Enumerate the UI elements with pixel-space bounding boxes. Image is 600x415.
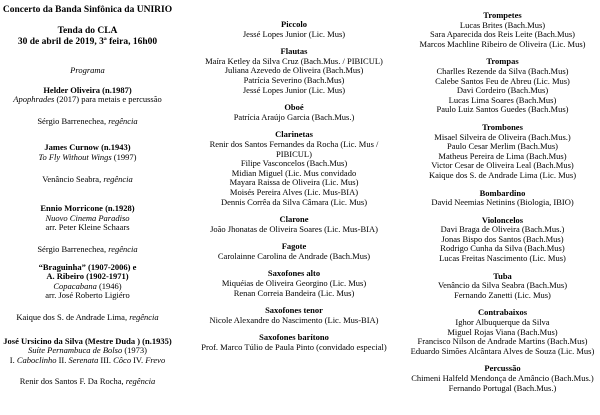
- work-title: Copacabana: [53, 280, 97, 291]
- page-title: Concerto da Banda Sinfônica da UNIRIO: [2, 5, 173, 15]
- conductor-name: Sérgio Barrenechea,: [37, 115, 107, 126]
- section-members: [405, 21, 600, 50]
- movement: [100, 355, 131, 365]
- section-members: [405, 225, 600, 263]
- section-members: [199, 279, 389, 298]
- section-clarinetas: [199, 130, 389, 207]
- section-piccolo: [199, 20, 389, 39]
- movement: [59, 355, 99, 365]
- section-saxofones-tenor: [199, 306, 389, 325]
- musician-line: Maíra Ketley da Silva Cruz (Bach.Mus. / PIBICUL): [205, 55, 383, 66]
- section-heading: Tuba: [493, 270, 512, 281]
- musician-line: Lucas Lima Soares (Bach.Mus): [448, 94, 557, 105]
- venue: Tenda do CLA: [57, 26, 118, 36]
- conductor-name: Venâncio Seabra,: [42, 173, 102, 184]
- musician-line: David Neemias Netinins (Biologia, IBIO): [431, 197, 574, 208]
- work-title: Apophrades: [13, 94, 55, 105]
- section-fagote: [199, 242, 389, 261]
- movement-title: Frevo: [145, 354, 166, 365]
- movements-line: [0, 356, 175, 366]
- conductor-line: [0, 377, 175, 387]
- musician-line: Jessé Lopes Junior (Lic. Mus): [242, 84, 346, 95]
- section-members: [199, 252, 389, 262]
- musician-line: Nicole Alexandre do Nascimento (Lic. Mus-BIA): [209, 314, 379, 325]
- movement-title: Côco: [113, 354, 132, 365]
- program-entry-3: [0, 204, 175, 254]
- conductor-name: Sérgio Barrenechea,: [37, 243, 107, 254]
- section-members: [199, 140, 389, 207]
- section-saxofones-alto: [199, 269, 389, 298]
- conductor-role: regência: [108, 243, 138, 254]
- musician-line: Paulo Cesar Merlim (Bach.Mus): [447, 141, 558, 152]
- musician-line: Paulo Luiz Santos Guedes (Bach.Mus): [436, 104, 569, 115]
- section-heading: Trompas: [486, 56, 519, 67]
- musician-line: Prof. Marco Túlio de Paula Pinto (convidado especial): [201, 342, 387, 353]
- section-contrabaixos: [405, 308, 600, 356]
- composer-name: Helder Oliveira (n.1987): [43, 84, 132, 95]
- musician-line: Lucas Brites (Bach.Mus): [459, 19, 546, 30]
- musician-line: Francisco Nilson de Andrade Martins (Bach.Mus): [417, 336, 588, 347]
- program-label: Programa: [70, 65, 105, 75]
- section-members: [199, 316, 389, 326]
- venue-block: [0, 26, 175, 48]
- section-heading: Flautas: [280, 46, 308, 57]
- section-heading: Piccolo: [281, 19, 307, 29]
- composer-name: Ennio Morricone (n.1928): [40, 203, 135, 214]
- section-members: [199, 113, 389, 123]
- musician-line: Davi Cordeiro (Bach.Mus): [456, 85, 549, 96]
- composer-name: José Ursicino da Silva (Mestre Duda ) (n.1935): [3, 335, 172, 346]
- work-suffix: (2017) para metais e percussão: [54, 94, 162, 105]
- conductor-line: [0, 175, 175, 185]
- movement-number: IV.: [133, 354, 144, 365]
- section-trompas: [405, 57, 600, 115]
- musician-line: Rodrigo Cunha da Silva (Bach.Mus): [440, 243, 565, 254]
- composer-name-2: A. Ribeiro (1902-1971): [46, 271, 129, 282]
- musician-line: Carolainne Carolina de Andrade (Bach.Mus): [217, 250, 371, 261]
- movement-number: II.: [58, 354, 67, 365]
- movement-number: III.: [100, 354, 112, 365]
- conductor-role: regência: [103, 173, 133, 184]
- section-heading: Clarone: [279, 214, 309, 225]
- section-heading: Contrabaixos: [477, 307, 528, 318]
- musician-line: Fernando Portugal (Bach.Mus.): [448, 382, 557, 393]
- program-entry-1: [0, 86, 175, 127]
- program-entry-5: [0, 337, 175, 387]
- musician-line: Venâncio da Silva Seabra (Bach.Mus): [437, 280, 568, 291]
- arranger-line: arr. José Roberto Ligiéro: [45, 290, 130, 301]
- section-members: [199, 30, 389, 40]
- musician-line: Eduardo Simões Alcântara Alves de Souza (Lic. Mus): [410, 345, 595, 356]
- conductor-line: [0, 245, 175, 255]
- musician-line: Matheus Pereira de Lima (Bach.Mus): [438, 150, 567, 161]
- section-members: [199, 225, 389, 235]
- conductor-role: regência: [108, 115, 138, 126]
- work-title-line: [0, 153, 175, 163]
- section-members: [405, 318, 600, 356]
- musician-line: Victor Cesar de Oliveira Leal (Bach.Mus): [431, 160, 574, 171]
- movement-number: I.: [9, 354, 15, 365]
- musician-line: Sara Aparecida dos Reis Leite (Bach.Mus): [430, 29, 575, 40]
- musician-line: Miquéias de Oliveira Georgino (Lic. Mus): [221, 278, 367, 289]
- conductor-name: Renir dos Santos F. Da Rocha,: [19, 376, 124, 387]
- brass-percussion-column: [405, 0, 600, 415]
- work-title: Suíte Pernambuca de Bolso: [28, 345, 123, 356]
- section-clarone: [199, 215, 389, 234]
- musician-line: Marcos Machline Ribeiro de Oliveira (Lic. Mus): [419, 38, 586, 49]
- work-title: Nuovo Cinema Paradiso: [45, 212, 130, 223]
- woodwinds-column: [175, 0, 405, 415]
- section-members: [405, 198, 600, 208]
- section-flautas: [199, 47, 389, 95]
- section-heading: Violoncelos: [481, 214, 524, 225]
- musician-line: Davi Braga de Oliveira (Bach.Mus.): [440, 224, 565, 235]
- section-heading: Saxofones tenor: [265, 305, 323, 316]
- musician-line: Juliana Azevedo de Oliveira (Bach.Mus): [224, 65, 364, 76]
- musician-line: Jonas Bispo dos Santos (Bach.Mus): [441, 233, 564, 244]
- section-heading: Percussão: [484, 363, 521, 374]
- musician-line: Midian Miguel (Lic. Mus convidado: [231, 167, 357, 178]
- section-tuba: [405, 272, 600, 301]
- section-heading: Trompetes: [483, 10, 522, 20]
- musician-line: Fernando Zanetti (Lic. Mus): [454, 289, 551, 300]
- section-saxofones-baritono: [199, 333, 389, 352]
- musician-line: Renir dos Santos Fernandes da Rocha (Lic. Mus / PIBICUL): [209, 138, 379, 159]
- section-heading: Clarinetas: [275, 129, 313, 140]
- musician-line: Calebe Santos Feu de Abreu (Lic. Mus): [435, 75, 570, 86]
- conductor-role: regência: [129, 311, 159, 322]
- composer-name: “Braguinha” (1907-2006) e: [38, 261, 137, 272]
- musician-line: Ighor Albuquerque da Silva: [455, 317, 550, 328]
- section-heading: Saxofones barítono: [259, 332, 329, 343]
- movement: [133, 355, 165, 365]
- section-percussao: [405, 364, 600, 393]
- section-trombones: [405, 123, 600, 181]
- composer-name: James Curnow (n.1943): [44, 142, 131, 153]
- section-trompetes: [405, 11, 600, 49]
- work-title-line: [0, 95, 175, 105]
- program-column: [0, 0, 175, 415]
- musician-line: Misael Silveira de Oliveira (Bach.Mus.): [434, 131, 571, 142]
- section-violoncelos: [405, 216, 600, 264]
- work-suffix: (1997): [111, 151, 137, 162]
- movement: [10, 355, 57, 365]
- conductor-role: regência: [125, 376, 156, 387]
- musician-line: Miguel Rojas Viana (Bach.Mus): [447, 326, 558, 337]
- work-title: To Fly Without Wings: [38, 151, 112, 162]
- musician-line: Kaique dos S. de Andrade Lima (Lic. Mus): [428, 169, 577, 180]
- section-members: [405, 281, 600, 300]
- section-heading: Oboé: [284, 102, 304, 113]
- section-members: [199, 343, 389, 353]
- musician-line: João Jhonatas de Oliveira Soares (Lic. Mus-BIA): [210, 223, 378, 234]
- musician-line: Mayara Raissa de Oliveira (Lic. Mus): [229, 177, 359, 188]
- program-entry-4: [0, 263, 175, 323]
- movement-title: Serenata: [68, 354, 99, 365]
- section-heading: Bombardino: [479, 187, 526, 198]
- musician-line: Lucas Freitas Nascimento (Lic. Mus): [439, 253, 566, 264]
- musician-line: Patrícia Araújo Garcia (Bach.Mus.): [233, 111, 355, 122]
- section-heading: Trombones: [482, 121, 523, 132]
- musician-line: Moisés Pereira Alves (Lic. Mus-BIA): [229, 186, 359, 197]
- section-members: [199, 57, 389, 95]
- musician-line: Charlles Rezende da Silva (Bach.Mus): [436, 65, 569, 76]
- section-heading: Saxofones alto: [267, 268, 321, 279]
- program-entry-2: [0, 143, 175, 184]
- musician-line: Renan Correia Bandeira (Lic. Mus): [233, 287, 355, 298]
- concert-datetime: 30 de abril de 2019, 3ª feira, 16h00: [17, 37, 158, 47]
- conductor-name: Kaique dos S. de Andrade Lima,: [16, 311, 128, 322]
- section-heading: Fagote: [281, 241, 307, 252]
- conductor-line: [0, 313, 175, 323]
- conductor-line: [0, 117, 175, 127]
- section-bombardino: [405, 189, 600, 208]
- section-oboe: [199, 103, 389, 122]
- work-suffix: (1946): [96, 280, 122, 291]
- musician-line: Filipe Vasconcelos (Bach.Mus): [240, 158, 348, 169]
- work-suffix: (1973): [122, 345, 147, 356]
- musician-line: Chimeni Halfeld Mendonça de Amâncio (Bach.Mus.): [411, 373, 594, 383]
- section-members: [405, 67, 600, 115]
- musician-line: Dennis Corrêa da Silva Câmara (Lic. Mus): [220, 196, 368, 207]
- movement-title: Caboclinho: [16, 354, 57, 365]
- musician-line: Patrícia Severino (Bach.Mus): [243, 74, 345, 85]
- musician-line: Jessé Lopes Junior (Lic. Mus): [242, 28, 346, 39]
- arranger-line: arr. Peter Kleine Schaars: [45, 222, 130, 233]
- section-members: [405, 374, 600, 393]
- section-members: [405, 133, 600, 181]
